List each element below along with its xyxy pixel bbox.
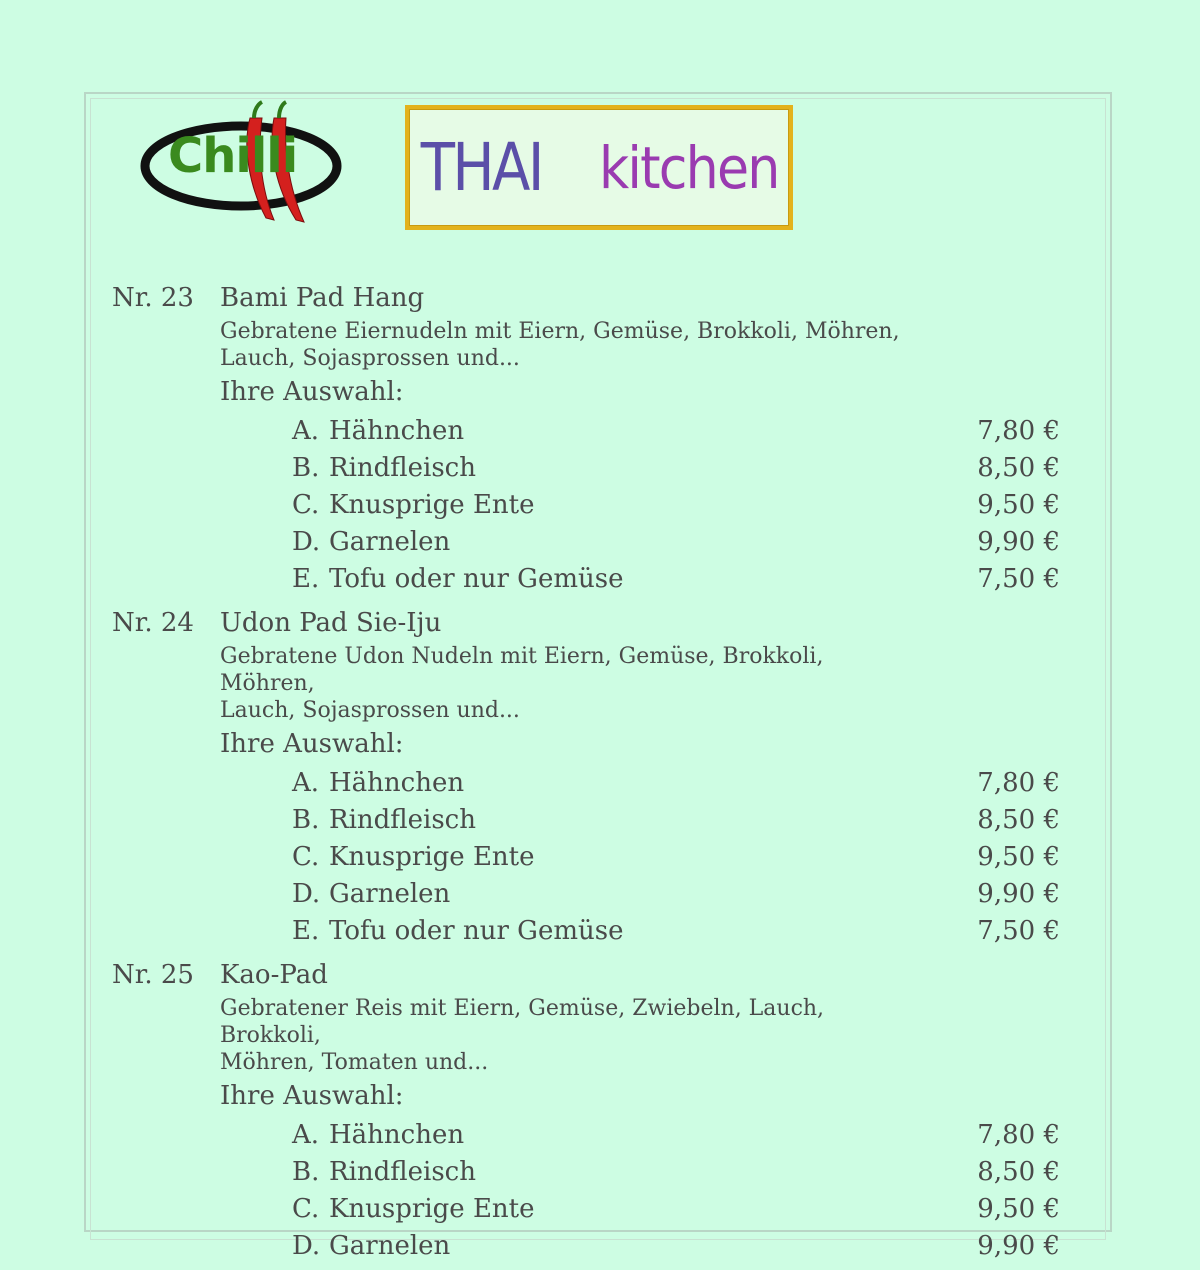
option-price: 9,90 €	[977, 878, 1060, 909]
option-row	[112, 412, 1062, 449]
option-row	[112, 1116, 1062, 1153]
option-price: 7,80 €	[977, 767, 1060, 798]
dish-description	[220, 995, 920, 1076]
option-name: Knusprige Ente	[329, 1193, 535, 1224]
option-letter: B.	[292, 804, 320, 835]
description-line: Gebratene Eiernudeln mit Eiern, Gemüse, Brokkoli, Möhren,	[220, 319, 900, 344]
option-name: Hähnchen	[329, 415, 465, 446]
dish-number: Nr. 23	[112, 283, 194, 313]
option-name: Hähnchen	[329, 767, 465, 798]
dish-23	[112, 278, 1062, 597]
brand-kitchen: kitchen	[598, 133, 779, 202]
dish-name: Kao-Pad	[220, 960, 328, 990]
option-name: Garnelen	[329, 526, 451, 557]
brand-thai: THAI	[420, 129, 542, 206]
option-price: 9,90 €	[977, 526, 1060, 557]
option-row	[112, 523, 1062, 560]
option-row	[112, 764, 1062, 801]
option-row	[112, 560, 1062, 597]
dish-header	[112, 278, 1062, 318]
dish-name: Udon Pad Sie-Iju	[220, 608, 442, 638]
option-letter: C.	[292, 489, 320, 520]
option-letter: A.	[292, 767, 320, 798]
dish-description	[220, 643, 920, 724]
dish-number: Nr. 24	[112, 608, 194, 638]
option-price: 9,50 €	[977, 841, 1060, 872]
option-row	[112, 1227, 1062, 1264]
option-price: 9,50 €	[977, 489, 1060, 520]
option-row	[112, 1153, 1062, 1190]
option-letter: D.	[292, 878, 321, 909]
option-row	[112, 912, 1062, 949]
option-price: 8,50 €	[977, 1156, 1060, 1187]
dish-header	[112, 955, 1062, 995]
option-letter: E.	[292, 915, 320, 946]
choice-label: Ihre Auswahl:	[220, 1081, 404, 1111]
option-name: Hähnchen	[329, 1119, 465, 1150]
option-row	[112, 875, 1062, 912]
option-letter: D.	[292, 1230, 321, 1261]
option-letter: B.	[292, 452, 320, 483]
option-letter: C.	[292, 841, 320, 872]
option-price: 7,50 €	[977, 915, 1060, 946]
option-letter: B.	[292, 1156, 320, 1187]
option-name: Tofu oder nur Gemüse	[329, 563, 624, 594]
option-price: 9,90 €	[977, 1230, 1060, 1261]
option-name: Garnelen	[329, 878, 451, 909]
option-price: 7,50 €	[977, 563, 1060, 594]
choice-label: Ihre Auswahl:	[220, 377, 404, 407]
dish-25	[112, 955, 1062, 1264]
description-line: Gebratener Reis mit Eiern, Gemüse, Zwiebeln, Lauch, Brokkoli,	[220, 996, 825, 1048]
chilli-logo-text: Chilli	[168, 128, 298, 184]
option-letter: C.	[292, 1193, 320, 1224]
option-name: Knusprige Ente	[329, 489, 535, 520]
dish-name: Bami Pad Hang	[220, 283, 425, 313]
thai-kitchen-banner	[405, 105, 793, 230]
option-row	[112, 1190, 1062, 1227]
option-name: Rindfleisch	[329, 452, 476, 483]
option-letter: A.	[292, 415, 320, 446]
option-row	[112, 486, 1062, 523]
description-line: Möhren, Tomaten und...	[220, 1050, 489, 1075]
dish-header	[112, 603, 1062, 643]
option-price: 8,50 €	[977, 452, 1060, 483]
option-name: Rindfleisch	[329, 804, 476, 835]
choice-label: Ihre Auswahl:	[220, 729, 404, 759]
option-letter: E.	[292, 563, 320, 594]
menu-list	[112, 278, 1062, 1270]
description-line: Lauch, Sojasprossen und...	[220, 698, 520, 723]
description-line: Gebratene Udon Nudeln mit Eiern, Gemüse, Brokkoli, Möhren,	[220, 644, 824, 696]
option-row	[112, 449, 1062, 486]
dish-24	[112, 603, 1062, 949]
dish-number: Nr. 25	[112, 960, 194, 990]
option-price: 7,80 €	[977, 1119, 1060, 1150]
description-line: Lauch, Sojasprossen und...	[220, 346, 520, 371]
option-row	[112, 838, 1062, 875]
option-name: Garnelen	[329, 1230, 451, 1261]
option-row	[112, 801, 1062, 838]
option-name: Tofu oder nur Gemüse	[329, 915, 624, 946]
option-name: Knusprige Ente	[329, 841, 535, 872]
dish-description	[220, 318, 920, 372]
option-name: Rindfleisch	[329, 1156, 476, 1187]
option-price: 7,80 €	[977, 415, 1060, 446]
option-price: 9,50 €	[977, 1193, 1060, 1224]
option-letter: D.	[292, 526, 321, 557]
option-letter: A.	[292, 1119, 320, 1150]
option-price: 8,50 €	[977, 804, 1060, 835]
